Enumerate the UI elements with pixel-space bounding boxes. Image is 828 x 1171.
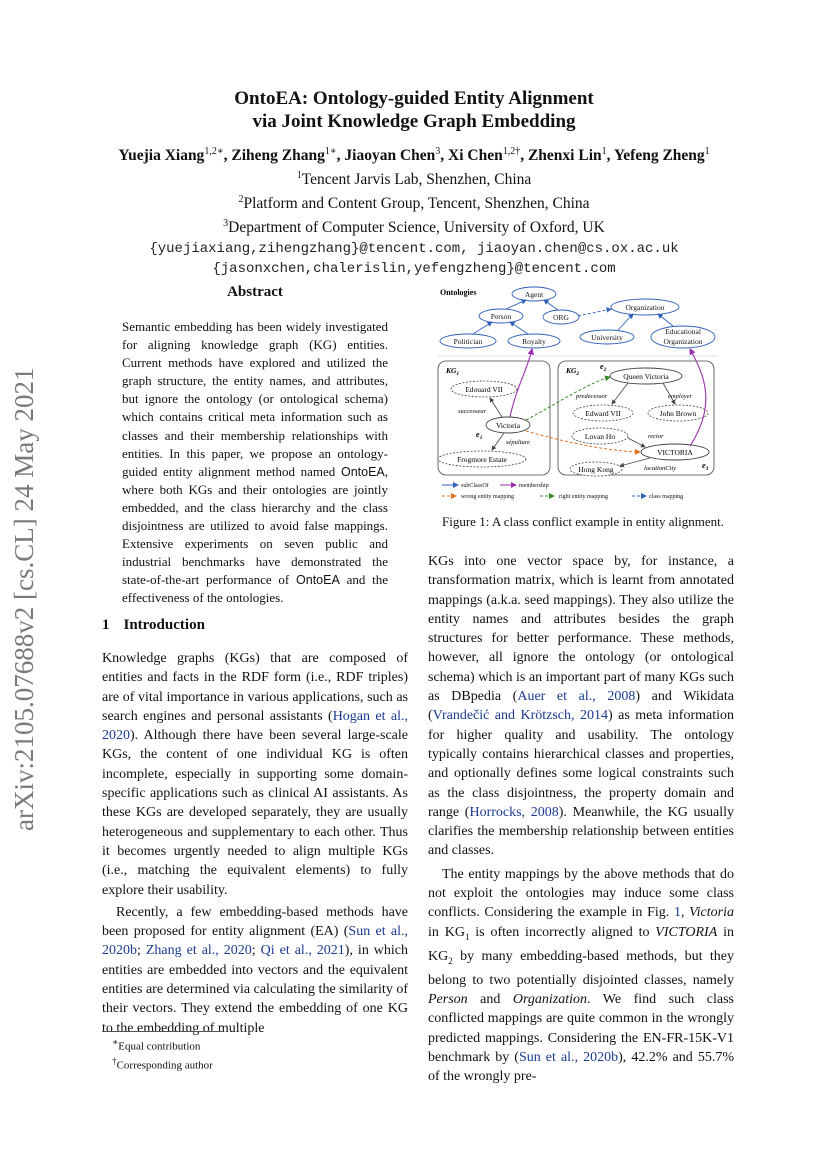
section-heading xyxy=(102,617,205,634)
author-mark: 3 xyxy=(435,146,441,157)
entity-label: VICTORIA xyxy=(657,448,693,457)
entity-label: Queen Victoria xyxy=(623,372,669,381)
entity-label: Hong Kong xyxy=(578,465,614,474)
legend-label: class mapping xyxy=(649,494,684,500)
kg2-label: $KG_2$ xyxy=(566,366,580,377)
citation-link[interactable]: Hogan et al., 2020 xyxy=(102,708,409,744)
email-line: {jasonxchen,chalerislin,yefengzheng}@tencent.com xyxy=(212,260,616,277)
kg1-label: $KG_1$ xyxy=(446,366,460,377)
legend-label: wrong entity mapping xyxy=(461,494,514,500)
author: Yefeng Zheng xyxy=(613,147,705,165)
abstract-text: , where both KGs and their ontologies are jointly embedded, and the class hierarchy and the class disjointness are utilized to avoid false mappings. Extensive experiments on seven public and industrial benchmarks have demonstrated the state-of-the-art performance of xyxy=(122,463,388,588)
affiliation-mark: 3 xyxy=(223,218,229,230)
class-label: Organization xyxy=(625,303,665,312)
entity-label: Edouard VII xyxy=(465,385,503,394)
relation-label: employer xyxy=(668,393,693,400)
abstract-text: and the effectiveness of the ontologies. xyxy=(122,572,388,606)
section-number: 1 xyxy=(102,617,110,633)
footnote: †Corresponding author xyxy=(112,1056,213,1072)
author: Jiaoyan Chen xyxy=(344,147,436,165)
relation-label: sépulture xyxy=(506,439,530,446)
affiliation-text: Department of Computer Science, University of Oxford, UK xyxy=(228,219,605,237)
relation-label: predecessor xyxy=(576,393,608,400)
legend-label: right entity mapping xyxy=(559,494,608,500)
citation-link[interactable]: Sun et al., 2020b xyxy=(102,924,409,959)
class-label: Organization xyxy=(663,337,703,346)
author-mark: 1,2† xyxy=(502,146,521,157)
affiliation xyxy=(80,190,748,214)
author-mark: 1 xyxy=(704,146,710,157)
method-name: OntoEA xyxy=(296,573,340,588)
citation-link[interactable]: Auer et al., 2008 xyxy=(517,689,636,705)
citation-link[interactable]: Zhang et al., 2020 xyxy=(145,943,252,959)
paper-title-line-2: via Joint Knowledge Graph Embedding xyxy=(252,111,576,132)
footnote: ∗Equal contribution xyxy=(112,1037,201,1053)
paragraph: Knowledge graphs (KGs) that are composed of entities and facts in the RDF form (i.e., RDF triples) are of vital importance in various applications, such as search engines and personal assistants (Hogan et al., 2020). Although there have been several large-scale KGs, the content of one individual KG is often incomplete, especially in supporting some domain-specific applications such as clinical AI assistants. As these KGs are developed separately, they are usually heterogeneous and supplementary to each other. Thus it becomes urgently needed to align multiple KGs (i.e., matching the equivalent elements) to fully explore their usability. xyxy=(102,651,409,898)
class-label: Agent xyxy=(524,290,544,299)
figure-class-conflict xyxy=(428,283,728,505)
citation-link[interactable]: Vrandečić and Krötzsch, 2014 xyxy=(432,708,608,724)
footnote-rule xyxy=(102,1031,222,1032)
citation-link[interactable]: Horrocks, 2008 xyxy=(469,804,559,820)
abstract-heading: Abstract xyxy=(227,284,283,300)
citation-link[interactable]: Qi et al., 2021 xyxy=(260,943,345,959)
class-label: ORG xyxy=(553,313,569,322)
paragraph: Recently, a few embedding-based methods have been proposed for entity alignment (EA) (Sun et al., 2020b; Zhang et al., 2020; Qi et al., 2021), in which entities are embedded into vectors and the equivalent entities are determined via calculating the similarity of their vectors. They extend the embedding of one KG to the embedding of multiple xyxy=(102,904,409,1036)
class-label: University xyxy=(591,333,623,342)
entity-label: Victoria xyxy=(495,421,521,430)
legend-label: subClassOf xyxy=(461,483,489,489)
class-label: Royalty xyxy=(522,337,546,346)
author: Xi Chen xyxy=(448,147,503,165)
author-mark: 1,2∗ xyxy=(204,146,224,157)
section-title: Introduction xyxy=(123,617,205,633)
abstract-body xyxy=(122,318,388,608)
affiliation-text: Platform and Content Group, Tencent, Shenzhen, China xyxy=(243,195,590,213)
author: Ziheng Zhang xyxy=(231,147,325,165)
legend-label: membership xyxy=(519,483,549,489)
author-mark: 1 xyxy=(601,146,607,157)
title-block xyxy=(80,87,748,279)
affiliation-mark: 2 xyxy=(238,194,244,206)
entity-label: Lovan Ho xyxy=(584,432,616,441)
entity-marker: $e_3$ xyxy=(702,461,709,472)
entity-label: John Brown xyxy=(659,409,697,418)
class-label: Educational xyxy=(665,327,701,336)
affiliation-text: Tencent Jarvis Lab, Shenzhen, China xyxy=(301,171,532,189)
affiliation-mark: 1 xyxy=(296,170,302,182)
author: Zhenxi Lin xyxy=(527,147,602,165)
right-column-text xyxy=(428,552,734,1087)
citation-link[interactable]: Sun et al., 2020b xyxy=(518,1050,619,1066)
ontologies-label: Ontologies xyxy=(440,288,477,297)
paragraph: KGs into one vector space by, for instance, a transformation matrix, which is learnt from annotated mappings (a.k.a. seed mappings). They also utilize the entity names and attributes besides the graph structures for better performance. These methods, however, all ignore the ontology (or ontological schema) which is an important part of many KGs such as DBpedia (Auer et al., 2008) and Wikidata (Vrandečić and Krötzsch, 2014) as meta information for higher quality and usability. The ontology typically contains hierarchical classes and properties, and optionally defines some logical constraints such as the class disjointness, the property domain and range (Horrocks, 2008). Meanwhile, the KG usually clarifies the membership relationship between entities and classes. xyxy=(428,554,735,859)
arxiv-stamp: arXiv:2105.07688v2 [cs.CL] 24 May 2021 xyxy=(9,367,39,831)
relation-label: rector xyxy=(648,433,664,440)
author-mark: 1∗ xyxy=(324,146,337,157)
affiliation xyxy=(80,214,748,238)
method-name: OntoEA xyxy=(340,464,385,479)
affiliation xyxy=(80,166,748,190)
class-label: Person xyxy=(490,312,512,321)
figure-ref-link[interactable]: 1 xyxy=(673,905,681,921)
figure-caption: Figure 1: A class conflict example in entity alignment. xyxy=(442,514,724,529)
footnotes xyxy=(102,1035,213,1073)
class-label: Politician xyxy=(453,337,483,346)
entity-label: Edward VII xyxy=(585,409,621,418)
email-line: {yuejiaxiang,zihengzhang}@tencent.com, jiaoyan.chen@cs.ox.ac.uk xyxy=(149,240,679,257)
left-column-text xyxy=(102,649,408,1038)
paper-title-line-1: OntoEA: Ontology-guided Entity Alignment xyxy=(234,88,594,109)
paragraph: The entity mappings by the above methods that do not exploit the ontologies may induce some class conflicts. Considering the example in Fig. 1, Victoria in $KG_1$ is often incorrectly aligned to VICTORIA in $KG_2$ by many embedding-based methods, but they belong to two potentially disjointed classes, namely Person and Organization. We find such class conflicted mappings are quite common in the wrongly predicted mappings. Considering the EN-FR-15K-V1 benchmark by (Sun et al., 2020b), 42.2% and 55.7% of the wrongly pre- xyxy=(428,866,735,1085)
entity-marker: $e_1$ xyxy=(476,430,483,441)
relation-label: locationCity xyxy=(644,465,677,472)
entity-marker: $e_2$ xyxy=(600,362,607,373)
abstract-text: Semantic embedding has been widely investigated for aligning knowledge graph (KG) entities. Current methods have explored and utilized the graph structure, the entity names, and attributes, but ignore the ontology (or ontological schema) which contains critical meta information such as classes and their membership relationships with entities. In this paper, we propose an ontology-guided entity alignment method named xyxy=(122,319,388,479)
entity-label: Frogmore Estate xyxy=(457,455,507,464)
author: Yuejia Xiang xyxy=(118,147,205,165)
relation-label: successeur xyxy=(458,408,487,415)
author-list: Yuejia Xiang$^{1,2∗}$, Ziheng Zhang$^{1∗}$, Jiaoyan Chen$^3$, Xi Chen$^{1,2\dagger}$, Zhenxi Lin$^1$, Yefeng Zheng$^1$ xyxy=(118,146,710,165)
